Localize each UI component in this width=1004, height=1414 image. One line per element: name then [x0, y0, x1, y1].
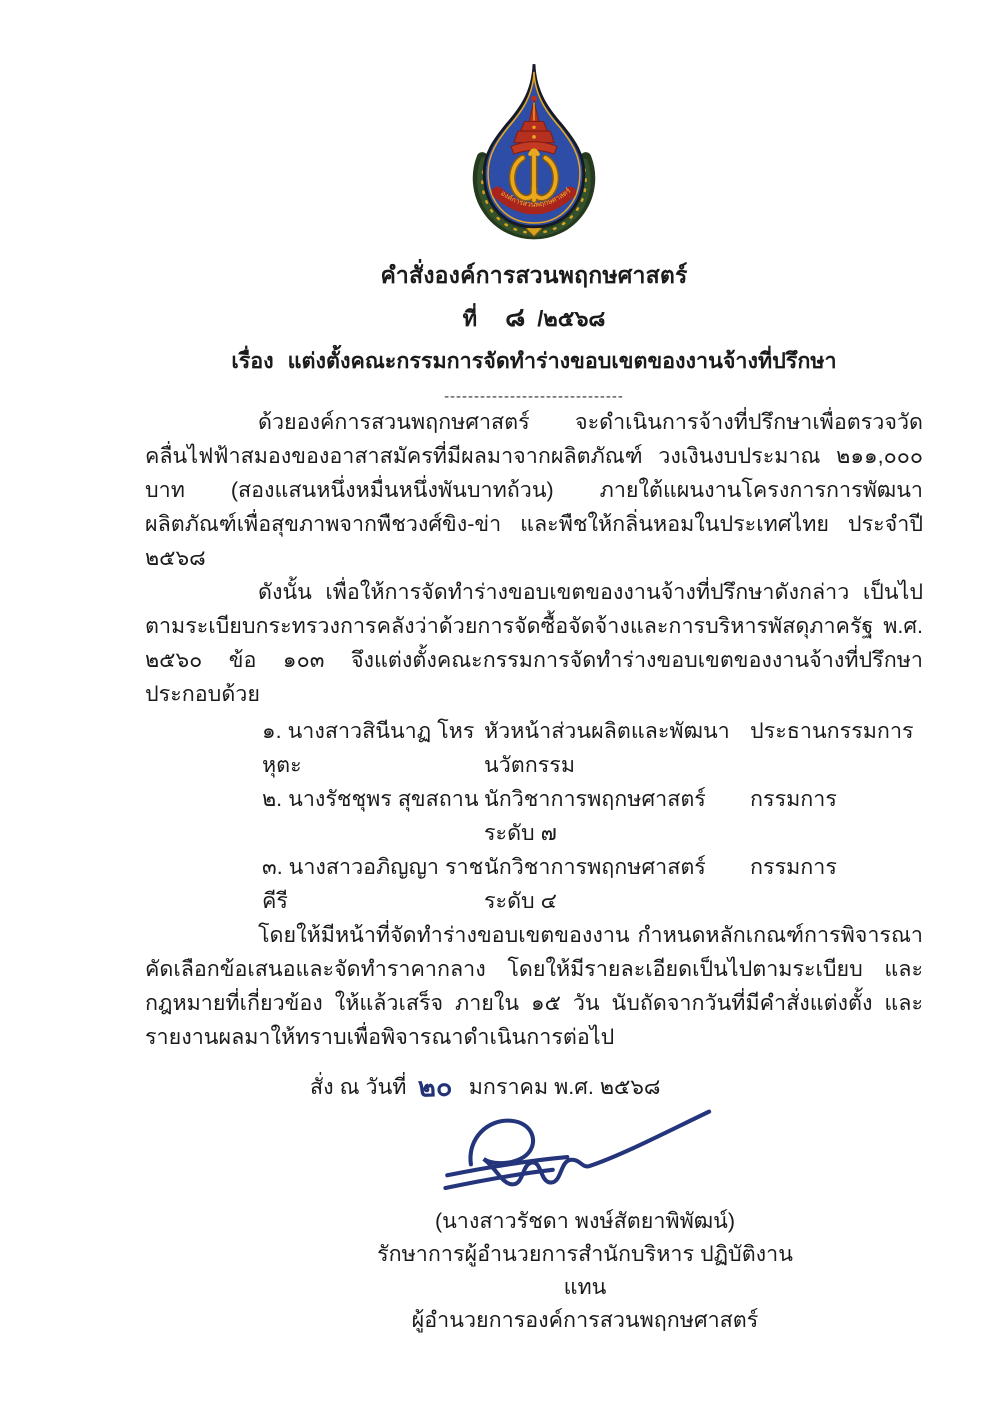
botanical-garden-emblem-icon [467, 60, 601, 252]
committee-list [262, 714, 923, 918]
paragraph-3: โดยให้มีหน้าที่จัดทำร่างขอบเขตของงาน กำหนดหลักเกณฑ์การพิจารณาคัดเลือกข้อเสนอและจัดทำราคากลาง โดยให้มีรายละเอียดเป็นไปตามระเบียบ และกฎหมายที่เกี่ยวข้อง ให้แล้วเสร็จ ภายใน ๑๕ วัน นับถัดจากวันที่มีคำสั่งแต่งตั้ง และรายงานผลมาให้ทราบเพื่อพิจารณาดำเนินการต่อไป [145, 923, 923, 1049]
document-number-line [145, 301, 923, 336]
handwritten-order-number: ๘ [504, 301, 527, 333]
signer-title-2: ผู้อำนวยการองค์การสวนพฤกษศาสตร์ [411, 1308, 759, 1332]
handwritten-signature [435, 1108, 725, 1208]
document-content [145, 60, 923, 1337]
committee-row [262, 782, 923, 850]
dashed-divider: ------------------------------ [444, 388, 624, 405]
committee-row [262, 850, 923, 918]
paragraph-2: ดังนั้น เพื่อให้การจัดทำร่างขอบเขตของงานจ้างที่ปรึกษาดังกล่าว เป็นไปตามระเบียบกระทรวงการคลังว่าด้วยการจัดซื้อจัดจ้างและการบริหารพัสดุภาครัฐ พ.ศ. ๒๕๖๐ ข้อ ๑๐๓ จึงแต่งตั้งคณะกรรมการจัดทำร่างขอบเขตของงานจ้างที่ปรึกษา ประกอบด้วย [145, 580, 923, 706]
number-prefix: ที่ [462, 306, 478, 331]
signer-title-1: รักษาการผู้อำนวยการสำนักบริหาร ปฏิบัติงานแทน [377, 1242, 793, 1299]
committee-member-position: นักวิชาการพฤกษศาสตร์ ระดับ ๔ [484, 855, 706, 913]
date-prefix: สั่ง ณ วันที่ [310, 1075, 407, 1099]
committee-member-name: ๓. นางสาวอภิญญา ราชคีรี [262, 855, 484, 913]
committee-member-position: นักวิชาการพฤกษศาสตร์ ระดับ ๗ [484, 787, 706, 845]
committee-row [262, 714, 923, 782]
signature-block [375, 1110, 795, 1337]
committee-member-position: หัวหน้าส่วนผลิตและพัฒนานวัตกรรม [484, 719, 730, 777]
committee-member-role: ประธานกรรมการ [750, 719, 914, 743]
signer-name: (นางสาวรัชดา พงษ์สัตยาพิพัฒน์) [434, 1209, 736, 1233]
subject-text: แต่งตั้งคณะกรรมการจัดทำร่างขอบเขตของงานจ้างที่ปรึกษา [287, 349, 837, 373]
committee-member-name: ๑. นางสาวสินีนาฏ โหรหุตะ [262, 719, 475, 777]
order-date-line [310, 1070, 923, 1104]
committee-member-role: กรรมการ [750, 855, 837, 879]
committee-member-role: กรรมการ [750, 787, 837, 811]
logo-row [145, 60, 923, 256]
committee-member-name: ๒. นางรัชชุพร สุขสถาน [262, 787, 479, 811]
signature-area [375, 1110, 795, 1202]
subject-label: เรื่อง [231, 349, 274, 373]
document-title: คำสั่งองค์การสวนพฤกษศาสตร์ [380, 262, 688, 288]
subject-line [145, 344, 923, 378]
handwritten-date-day: ๒๐ [417, 1070, 454, 1103]
date-rest: มกราคม พ.ศ. ๒๕๖๘ [468, 1075, 661, 1099]
logo-banner-text: องค์การสวนพฤกษศาสตร์ [499, 186, 573, 209]
paragraph-1: ด้วยองค์การสวนพฤกษศาสตร์ จะดำเนินการจ้างที่ปรึกษาเพื่อตรวจวัดคลื่นไฟฟ้าสมองของอาสาสมัครที่มีผลมาจากผลิตภัณฑ์ วงเงินงบประมาณ ๒๑๑,๐๐๐ บาท (สองแสนหนึ่งหมื่นหนึ่งพันบาทถ้วน) ภายใต้แผนงานโครงการการพัฒนาผลิตภัณฑ์เพื่อสุขภาพจากพืชวงศ์ขิง-ข่า และพืชให้กลิ่นหอมในประเทศไทย ประจำปี ๒๕๖๘ [145, 410, 923, 570]
number-suffix: /๒๕๖๘ [537, 306, 606, 331]
